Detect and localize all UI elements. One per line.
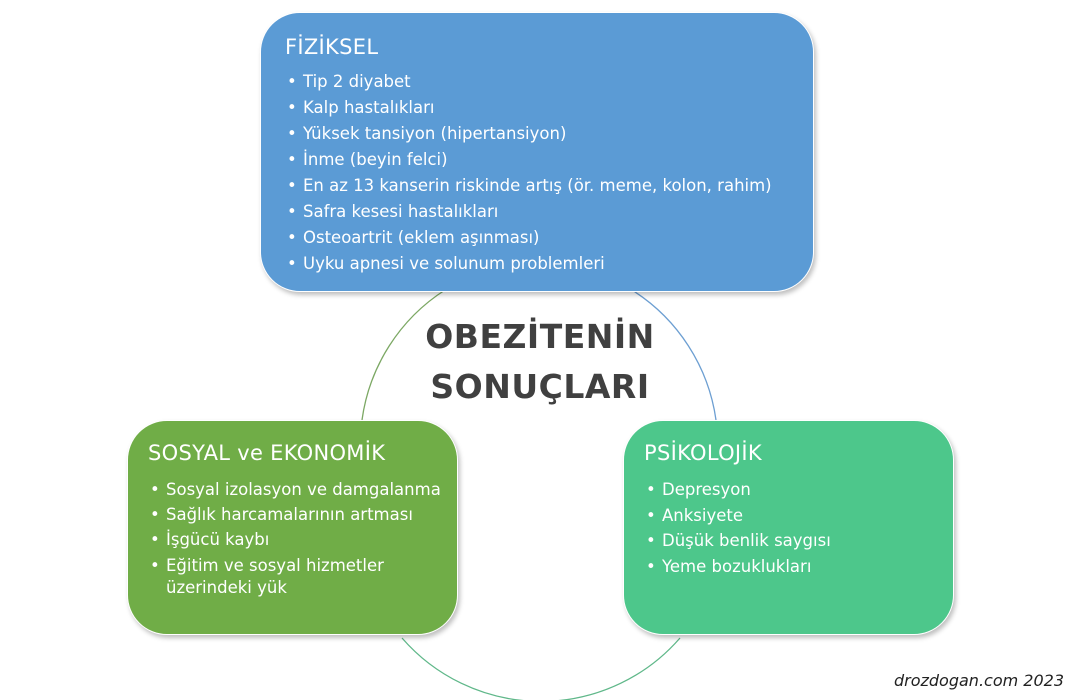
center-title bbox=[390, 312, 690, 412]
list-item: • Anksiyete bbox=[644, 503, 953, 529]
center-title-line-2: SONUÇLARI bbox=[430, 367, 650, 406]
list-item: • Kalp hastalıkları bbox=[285, 95, 813, 121]
psychological-box bbox=[623, 420, 954, 635]
list-item: • Depresyon bbox=[644, 477, 953, 503]
credit-text: drozdogan.com 2023 bbox=[893, 671, 1064, 690]
list-item: • Uyku apnesi ve solunum problemleri bbox=[285, 251, 813, 277]
social-economic-title: SOSYAL ve EKONOMİK bbox=[148, 441, 386, 465]
physical-title: FİZİKSEL bbox=[285, 35, 379, 59]
physical-list bbox=[285, 69, 813, 277]
list-item: • Sosyal izolasyon ve damgalanma bbox=[148, 477, 457, 502]
list-item: • Yeme bozuklukları bbox=[644, 554, 953, 580]
list-item: • Yüksek tansiyon (hipertansiyon) bbox=[285, 121, 813, 147]
list-item: • İşgücü kaybı bbox=[148, 527, 457, 552]
list-item: • Tip 2 diyabet bbox=[285, 69, 813, 95]
list-item: • Eğitim ve sosyal hizmetler üzerindeki yük bbox=[148, 555, 457, 599]
list-item: • En az 13 kanserin riskinde artış (ör. meme, kolon, rahim) bbox=[285, 173, 813, 199]
social-economic-box bbox=[127, 420, 458, 635]
list-item: • Osteoartrit (eklem aşınması) bbox=[285, 225, 813, 251]
list-item: • İnme (beyin felci) bbox=[285, 147, 813, 173]
psychological-title: PSİKOLOJİK bbox=[644, 441, 762, 465]
list-item: • Safra kesesi hastalıkları bbox=[285, 199, 813, 225]
physical-box bbox=[260, 12, 814, 292]
center-title-line-1: OBEZİTENİN bbox=[425, 317, 655, 356]
psychological-list bbox=[644, 477, 953, 579]
list-item: • Sağlık harcamalarının artması bbox=[148, 502, 457, 527]
social-economic-list bbox=[148, 477, 457, 599]
ring-arc-bottom bbox=[402, 638, 680, 700]
list-item: • Düşük benlik saygısı bbox=[644, 528, 953, 554]
